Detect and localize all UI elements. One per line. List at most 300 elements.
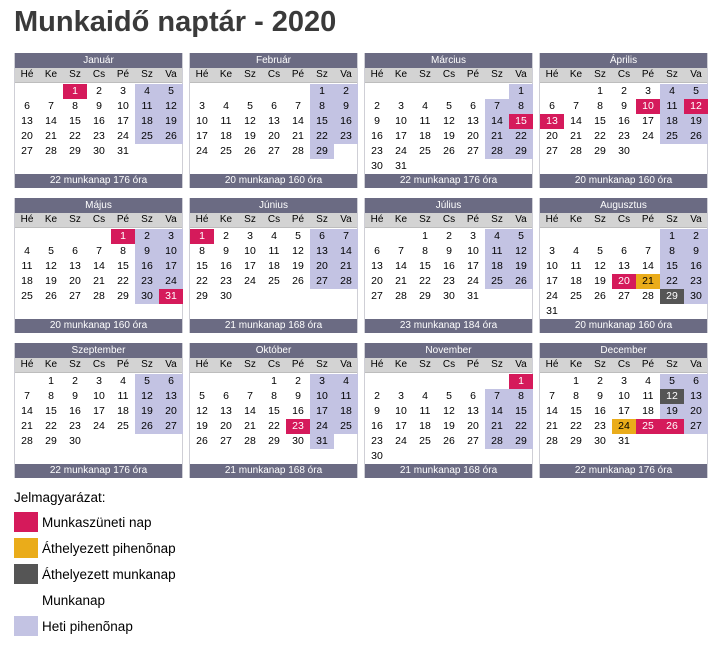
day-cell: 12 [509,244,533,259]
day-cell: 2 [72,375,78,387]
day-cell: 20 [612,274,636,289]
day-cell: 13 [467,115,479,127]
weekday-label: Sz [419,359,431,370]
day-cell: 5 [295,230,301,242]
day-cell: 7 [645,245,651,257]
day-cell: 27 [310,274,334,289]
weekday-label: Pé [641,359,655,370]
legend-item-moved-rest [14,535,176,561]
day-cell: 27 [159,419,183,434]
day-cell: 15 [660,259,684,274]
day-cell: 10 [395,405,407,417]
month-summary: 23 munkanap 184 óra [365,319,532,333]
day-cell: 30 [93,145,105,157]
day-cell: 27 [684,419,708,434]
day-cell: 17 [618,405,630,417]
month-12 [539,343,708,478]
day-cell: 12 [135,389,159,404]
day-cell: 27 [220,435,232,447]
day-cell: 25 [117,420,129,432]
day-cell: 17 [546,275,558,287]
day-cell: 27 [618,290,630,302]
legend-label: Munkanap [42,592,106,608]
day-cell: 29 [509,434,533,449]
day-cell: 4 [24,245,30,257]
day-cell: 1 [310,84,334,99]
day-cell: 20 [268,130,280,142]
day-cell: 24 [159,274,183,289]
weekday-label: Ke [569,359,583,370]
day-cell: 25 [135,129,159,144]
day-cell: 17 [244,260,256,272]
day-cell: 29 [419,290,431,302]
day-cell: 31 [618,435,630,447]
day-cell: 30 [684,289,708,304]
day-cell: 16 [371,420,383,432]
day-cell: 23 [334,129,358,144]
month-name: Szeptember [15,343,182,358]
weekday-label: Sz [69,214,81,225]
day-cell: 8 [310,99,334,114]
month-name: Július [365,198,532,213]
day-cell: 1 [48,375,54,387]
month-name: December [540,343,707,358]
day-cell: 5 [159,84,183,99]
day-cell: 13 [371,260,383,272]
weekday-label: Cs [92,359,106,370]
day-cell: 10 [159,244,183,259]
day-cell: 19 [509,259,533,274]
day-cell: 6 [549,100,555,112]
day-cell: 10 [310,389,334,404]
day-cell: 23 [371,145,383,157]
day-cell: 1 [271,375,277,387]
day-cell: 6 [621,245,627,257]
weekday-label: Sz [594,359,606,370]
weekday-label: Cs [617,359,631,370]
day-cell: 17 [310,404,334,419]
day-cell: 29 [117,290,129,302]
day-cell: 26 [292,275,304,287]
day-cell: 8 [48,390,54,402]
day-cell: 30 [371,160,383,172]
day-cell: 2 [334,84,358,99]
day-cell: 21 [45,130,57,142]
day-cell: 13 [618,260,630,272]
day-cell: 3 [398,100,404,112]
weekday-header [365,213,532,228]
day-cell: 3 [96,375,102,387]
day-cell: 11 [419,115,431,127]
day-grid [365,373,532,464]
day-cell: 15 [117,260,129,272]
day-cell: 26 [135,419,159,434]
day-grid [540,83,707,174]
day-cell: 12 [443,115,455,127]
day-cell: 21 [636,274,660,289]
weekday-label: Va [340,359,352,370]
day-cell: 5 [509,229,533,244]
day-cell: 29 [660,289,684,304]
day-cell: 1 [509,84,533,99]
day-cell: 14 [244,405,256,417]
day-cell: 21 [292,130,304,142]
weekday-label: Sz [419,69,431,80]
weekday-label: Va [690,359,702,370]
day-cell: 14 [395,260,407,272]
day-cell: 1 [573,375,579,387]
day-cell: 9 [446,245,452,257]
day-cell: 20 [467,130,479,142]
weekday-label: Cs [617,214,631,225]
weekday-label: Sz [419,214,431,225]
weekday-label: Pé [291,214,305,225]
weekday-label: Sz [141,69,153,80]
day-cell: 2 [223,230,229,242]
weekday-label: Cs [267,214,281,225]
day-cell: 20 [21,130,33,142]
weekday-label: Sz [666,69,678,80]
month-name: Augusztus [540,198,707,213]
legend-label: Áthelyezett munkanap [42,566,176,582]
day-cell: 5 [446,100,452,112]
weekday-header [190,213,357,228]
month-name: Május [15,198,182,213]
day-cell: 27 [467,145,479,157]
day-cell: 22 [117,275,129,287]
month-name: Június [190,198,357,213]
day-cell: 22 [660,274,684,289]
day-cell: 15 [268,405,280,417]
weekday-label: Sz [316,69,328,80]
day-cell: 13 [467,405,479,417]
day-cell: 7 [295,100,301,112]
day-cell: 29 [45,435,57,447]
day-cell: 18 [117,405,129,417]
day-cell: 2 [374,390,380,402]
day-cell: 26 [443,145,455,157]
weekday-label: Va [340,69,352,80]
day-cell: 19 [196,420,208,432]
month-1 [14,53,183,188]
day-cell: 4 [334,374,358,389]
day-cell: 12 [244,115,256,127]
day-cell: 23 [93,130,105,142]
weekday-label: Ke [394,69,408,80]
weekday-label: Cs [617,69,631,80]
day-cell: 9 [223,245,229,257]
month-9 [14,343,183,478]
day-cell: 9 [72,390,78,402]
day-cell: 13 [21,115,33,127]
day-cell: 30 [594,435,606,447]
day-cell: 11 [570,260,582,272]
weekday-label: Hé [370,69,384,80]
day-cell: 11 [642,390,654,402]
day-cell: 3 [645,85,651,97]
legend-swatch [14,590,38,610]
day-cell: 3 [621,375,627,387]
month-summary: 20 munkanap 160 óra [540,319,707,333]
day-cell: 24 [546,290,558,302]
legend-item-workday [14,587,176,613]
day-cell: 31 [395,160,407,172]
day-cell: 14 [485,404,509,419]
day-cell: 24 [395,145,407,157]
day-cell: 7 [24,390,30,402]
weekday-label: Sz [141,359,153,370]
day-cell: 1 [660,229,684,244]
day-cell: 26 [45,290,57,302]
day-cell: 28 [334,274,358,289]
day-cell: 15 [419,260,431,272]
weekday-label: Sz [69,69,81,80]
day-cell: 2 [446,230,452,242]
weekday-label: Va [165,214,177,225]
day-cell: 22 [419,275,431,287]
weekday-label: Va [340,214,352,225]
day-cell: 12 [45,260,57,272]
day-cell: 26 [594,290,606,302]
day-cell: 4 [135,84,159,99]
weekday-label: Hé [545,69,559,80]
day-cell: 15 [570,405,582,417]
day-cell: 19 [684,114,708,129]
day-cell: 28 [244,435,256,447]
day-cell: 26 [159,129,183,144]
legend-item-weekend [14,613,176,639]
day-cell: 30 [292,435,304,447]
day-cell: 12 [684,99,708,114]
weekday-header [540,68,707,83]
day-cell: 13 [540,114,564,129]
day-cell: 9 [374,405,380,417]
month-summary: 22 munkanap 176 óra [15,464,182,478]
day-cell: 17 [93,405,105,417]
day-cell: 14 [334,244,358,259]
day-cell: 6 [470,390,476,402]
weekday-label: Va [165,359,177,370]
weekday-header [190,358,357,373]
day-cell: 11 [21,260,33,272]
day-cell: 16 [618,115,630,127]
legend-label: Heti pihenõnap [42,618,133,634]
day-cell: 8 [573,390,579,402]
day-cell: 16 [334,114,358,129]
weekday-label: Hé [20,359,34,370]
day-cell: 25 [570,290,582,302]
day-cell: 31 [117,145,129,157]
day-cell: 10 [618,390,630,402]
day-cell: 14 [93,260,105,272]
day-cell: 18 [268,260,280,272]
day-cell: 21 [93,275,105,287]
day-cell: 30 [371,450,383,462]
day-cell: 24 [395,435,407,447]
day-cell: 16 [443,260,455,272]
day-cell: 9 [621,100,627,112]
legend [14,490,176,639]
day-cell: 8 [597,100,603,112]
weekday-label: Ke [569,214,583,225]
day-cell: 5 [199,390,205,402]
day-cell: 14 [292,115,304,127]
day-cell: 13 [159,389,183,404]
day-cell: 12 [443,405,455,417]
day-cell: 8 [72,100,78,112]
weekday-label: Ke [44,69,58,80]
month-11 [364,343,533,478]
day-cell: 7 [398,245,404,257]
day-cell: 15 [196,260,208,272]
day-cell: 2 [135,229,159,244]
weekday-label: Ke [44,214,58,225]
weekday-label: Ke [219,69,233,80]
day-cell: 12 [292,245,304,257]
day-cell: 5 [597,245,603,257]
weekday-label: Va [690,214,702,225]
day-cell: 4 [645,375,651,387]
day-cell: 19 [292,260,304,272]
day-cell: 4 [271,230,277,242]
day-cell: 28 [395,290,407,302]
weekday-label: Sz [244,359,256,370]
day-cell: 20 [684,404,708,419]
day-cell: 12 [594,260,606,272]
day-cell: 17 [395,420,407,432]
day-grid [190,373,357,464]
day-cell: 22 [570,420,582,432]
day-cell: 7 [573,100,579,112]
day-cell: 5 [660,374,684,389]
day-cell: 31 [310,434,334,449]
month-name: November [365,343,532,358]
day-cell: 24 [642,130,654,142]
month-name: Október [190,343,357,358]
day-cell: 29 [310,144,334,159]
day-cell: 28 [93,290,105,302]
day-cell: 11 [660,99,684,114]
day-cell: 7 [334,229,358,244]
day-cell: 22 [509,129,533,144]
day-cell: 5 [446,390,452,402]
day-cell: 5 [48,245,54,257]
day-cell: 19 [45,275,57,287]
weekday-label: Ke [219,359,233,370]
day-cell: 2 [684,229,708,244]
day-cell: 25 [636,419,660,434]
day-cell: 19 [443,130,455,142]
day-cell: 14 [21,405,33,417]
day-cell: 9 [295,390,301,402]
legend-item-moved-work [14,561,176,587]
day-cell: 12 [660,389,684,404]
day-cell: 2 [295,375,301,387]
weekday-header [15,213,182,228]
day-cell: 23 [618,130,630,142]
day-cell: 10 [196,115,208,127]
day-cell: 27 [371,290,383,302]
month-summary: 21 munkanap 168 óra [190,464,357,478]
day-cell: 3 [310,374,334,389]
legend-label: Munkaszüneti nap [42,514,152,530]
weekday-label: Pé [466,69,480,80]
day-cell: 8 [422,245,428,257]
day-cell: 5 [135,374,159,389]
day-cell: 9 [135,244,159,259]
day-grid [190,228,357,319]
day-cell: 18 [570,275,582,287]
day-cell: 27 [268,145,280,157]
day-cell: 29 [509,144,533,159]
day-cell: 16 [684,259,708,274]
day-cell: 11 [220,115,232,127]
day-cell: 30 [135,289,159,304]
day-cell: 22 [69,130,81,142]
day-cell: 2 [597,375,603,387]
month-summary: 20 munkanap 160 óra [540,174,707,188]
day-cell: 2 [96,85,102,97]
day-cell: 18 [334,404,358,419]
weekday-label: Ke [219,214,233,225]
day-cell: 30 [443,290,455,302]
day-cell: 6 [684,374,708,389]
day-cell: 8 [509,389,533,404]
month-summary: 20 munkanap 160 óra [190,174,357,188]
weekday-label: Sz [491,69,503,80]
day-cell: 30 [220,290,232,302]
day-grid [365,228,532,319]
day-cell: 24 [612,419,636,434]
day-cell: 16 [135,259,159,274]
day-cell: 22 [594,130,606,142]
day-cell: 23 [135,274,159,289]
day-cell: 9 [684,244,708,259]
day-cell: 21 [21,420,33,432]
day-cell: 6 [310,229,334,244]
day-cell: 18 [21,275,33,287]
day-cell: 15 [69,115,81,127]
day-grid [540,228,707,319]
day-cell: 22 [509,419,533,434]
weekday-header [540,213,707,228]
legend-label: Áthelyezett pihenõnap [42,540,176,556]
day-cell: 15 [310,114,334,129]
day-cell: 1 [597,85,603,97]
day-cell: 8 [509,99,533,114]
month-4 [539,53,708,188]
day-cell: 3 [159,229,183,244]
day-cell: 20 [371,275,383,287]
day-cell: 29 [570,435,582,447]
day-cell: 11 [117,390,129,402]
day-cell: 4 [422,390,428,402]
day-cell: 31 [159,289,183,304]
weekday-label: Hé [20,69,34,80]
day-cell: 13 [684,389,708,404]
day-cell: 5 [684,84,708,99]
weekday-header [15,358,182,373]
day-cell: 21 [485,129,509,144]
day-cell: 18 [220,130,232,142]
day-cell: 28 [570,145,582,157]
legend-title: Jelmagyarázat: [14,490,106,505]
day-cell: 27 [467,435,479,447]
weekday-label: Cs [267,69,281,80]
day-grid [15,373,182,464]
day-cell: 4 [223,100,229,112]
weekday-label: Va [515,69,527,80]
